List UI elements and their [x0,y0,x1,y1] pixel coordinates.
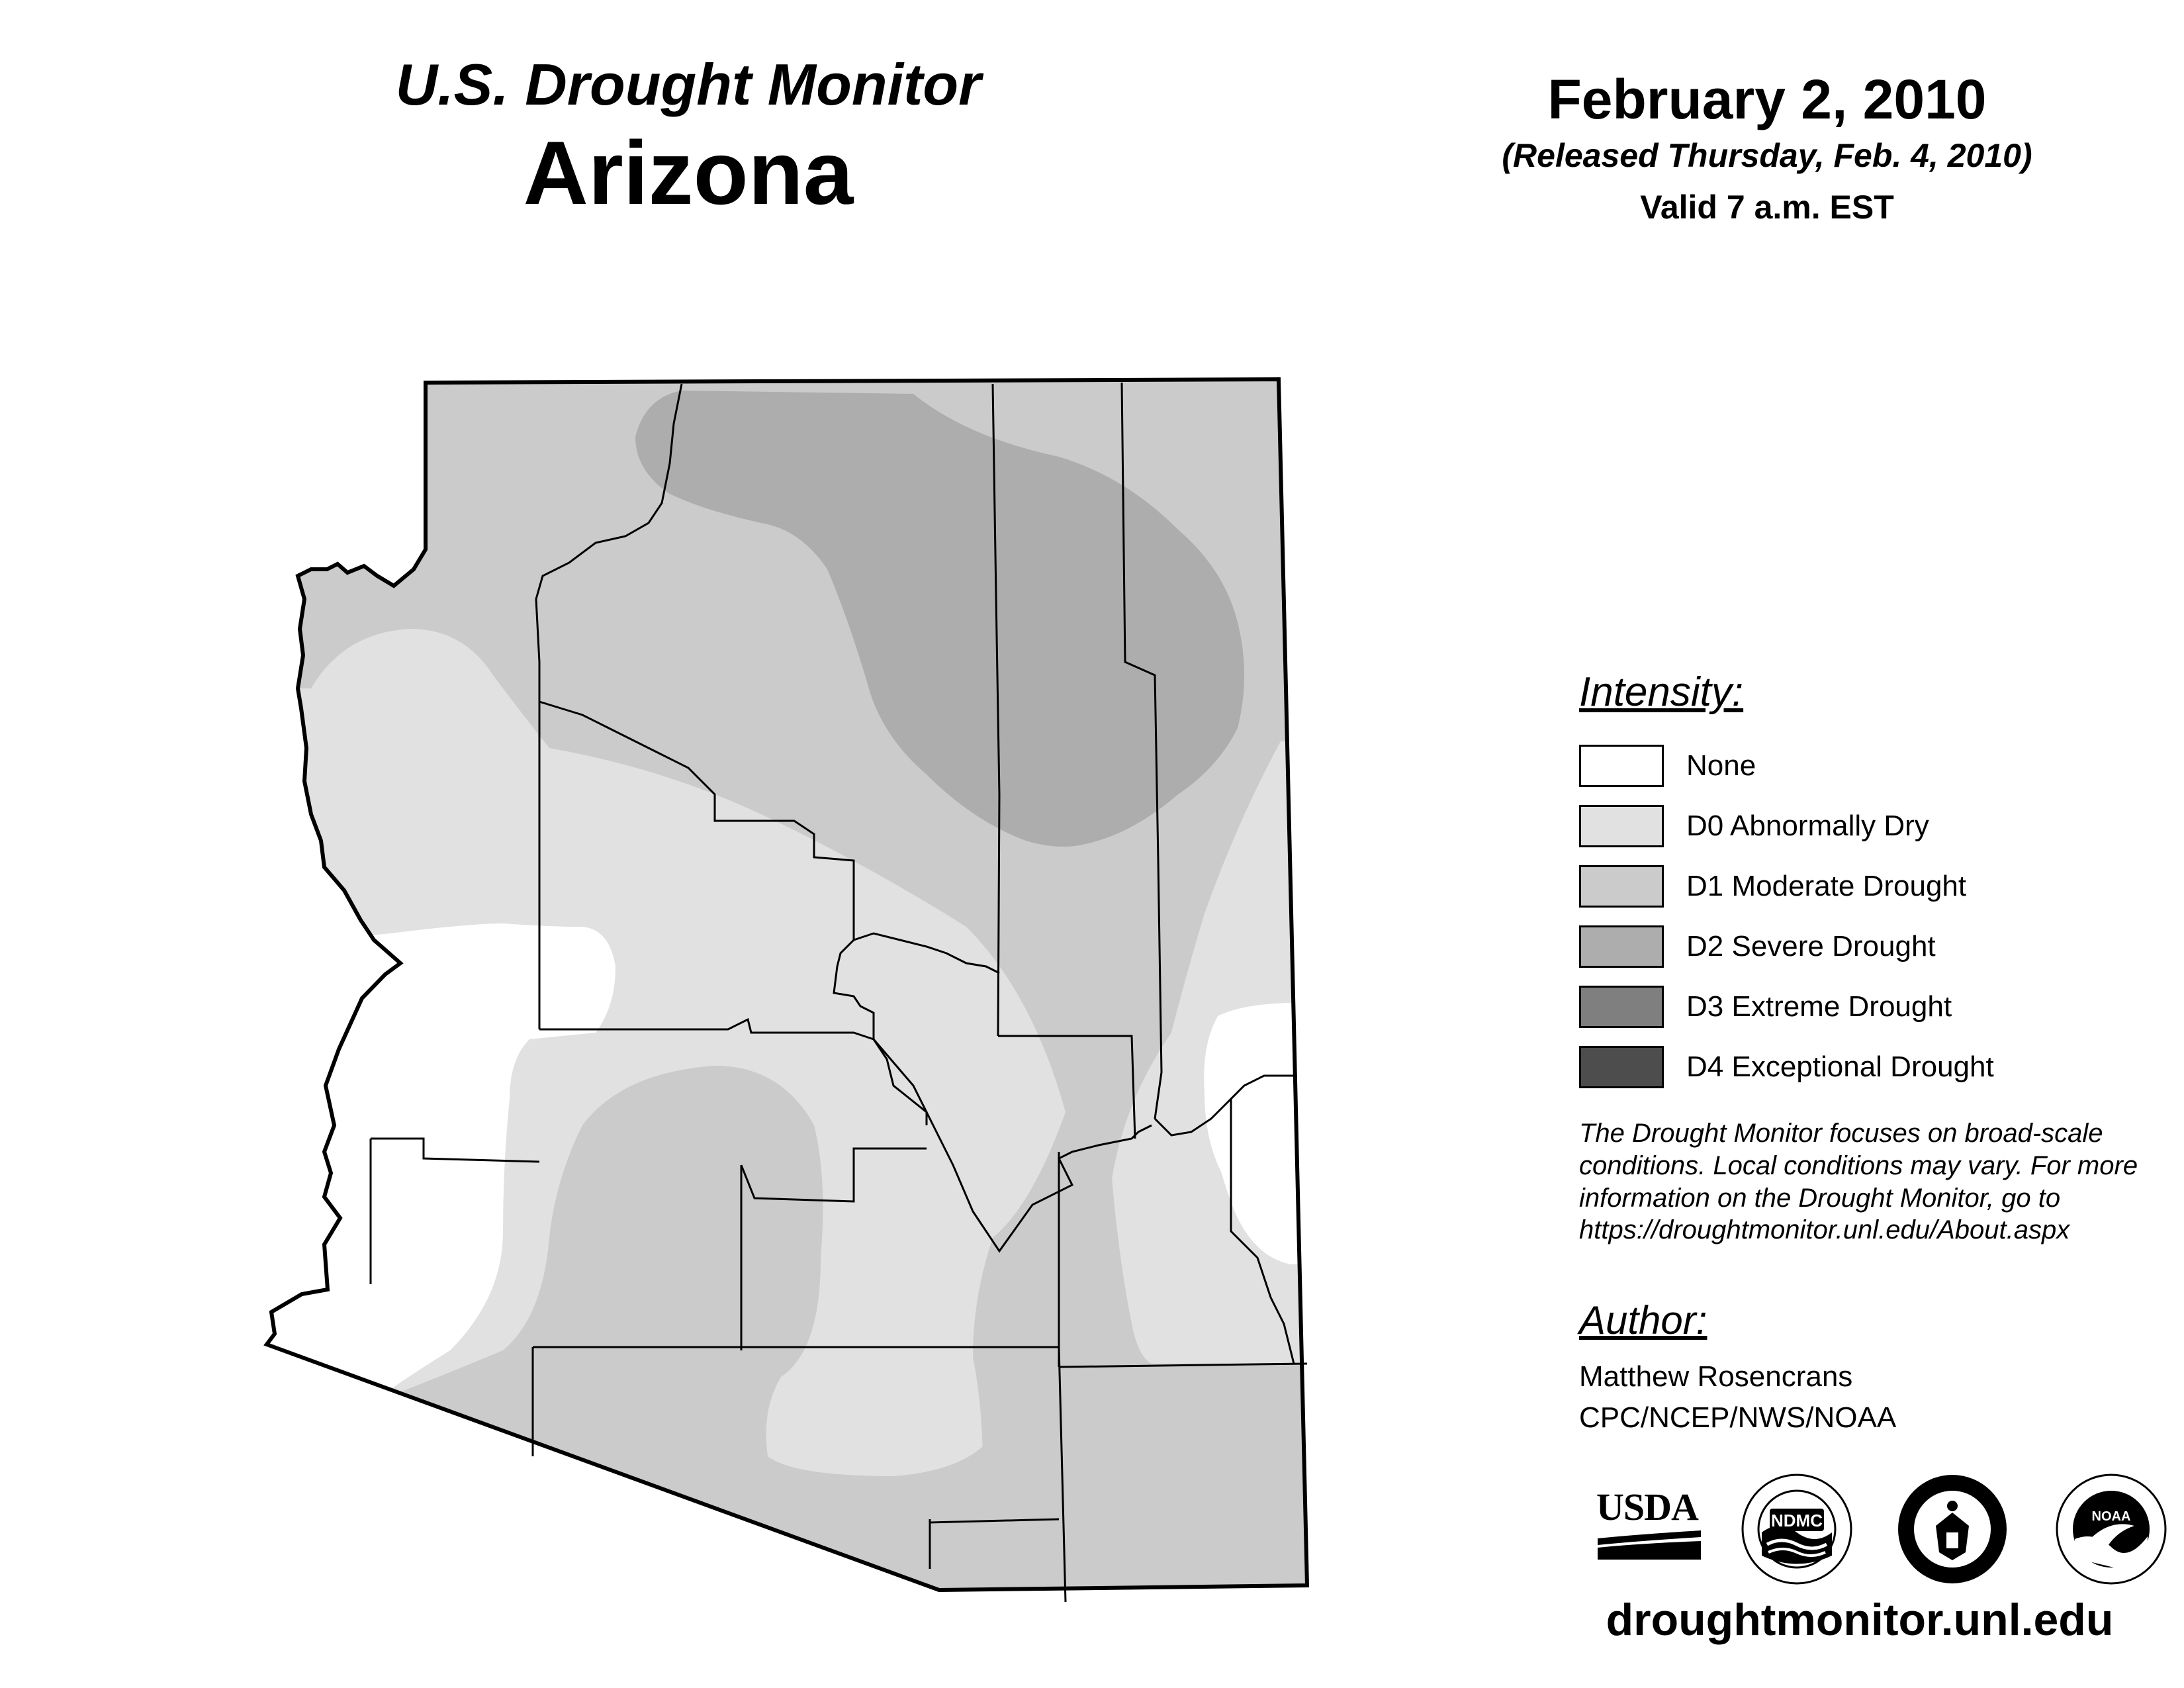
usda-swoosh-icon [1596,1529,1702,1562]
website-link[interactable]: droughtmonitor.unl.edu [1606,1595,2114,1645]
noaa-logo [2055,1473,2167,1585]
disclaimer-note: The Drought Monitor focuses on broad-scale conditions. Local conditions may vary. For more information on the Drought Monitor, go to https://droughtmonitor.unl.edu/About.aspx [1579,1119,2138,1245]
author-title: Author: [1579,1298,1707,1342]
map-title: U.S. Drought Monitor [395,52,981,117]
legend-label: D2 Severe Drought [1686,929,1936,962]
legend-swatch-none [1579,745,1664,787]
legend-item-none [1579,735,2175,796]
legend-swatch-d3 [1579,986,1664,1028]
ndmc-logo [1741,1473,1853,1585]
map-date: February 2, 2010 [1547,68,1987,130]
legend-swatch-d0 [1579,805,1664,847]
partner-logos [1588,1473,2171,1585]
release-date: (Released Thursday, Feb. 4, 2010) [1502,137,2032,175]
usda-logo-text: USDA [1596,1485,1698,1528]
legend-item-d0 [1579,796,2175,856]
legend-item-d2 [1579,916,2175,976]
commerce-seal-logo [1896,1473,2009,1585]
legend-item-d3 [1579,976,2175,1037]
legend-swatch-d4 [1579,1046,1664,1088]
legend-label: None [1686,749,1756,782]
legend-item-d4 [1579,1037,2175,1097]
legend-label: D0 Abnormally Dry [1686,809,1929,842]
legend [1579,669,2175,1097]
legend-swatch-d1 [1579,865,1664,908]
legend-title: Intensity: [1579,669,1744,715]
author-name: Matthew Rosencrans [1579,1360,1853,1393]
legend-label: D4 Exceptional Drought [1686,1050,1994,1083]
state-name: Arizona [523,122,854,223]
drought-areas [251,371,1324,1602]
legend-swatch-d2 [1579,925,1664,968]
author-org: CPC/NCEP/NWS/NOAA [1579,1401,1897,1434]
noaa-logo-text: NOAA [2091,1509,2131,1524]
legend-item-d1 [1579,856,2175,916]
ndmc-logo-text: NDMC [1771,1511,1823,1530]
author-block [1579,1297,2175,1438]
usda-logo [1596,1485,1709,1564]
legend-label: D1 Moderate Drought [1686,869,1967,902]
legend-label: D3 Extreme Drought [1686,990,1952,1023]
date-block [1456,69,2078,226]
valid-time: Valid 7 a.m. EST [1640,189,1894,226]
